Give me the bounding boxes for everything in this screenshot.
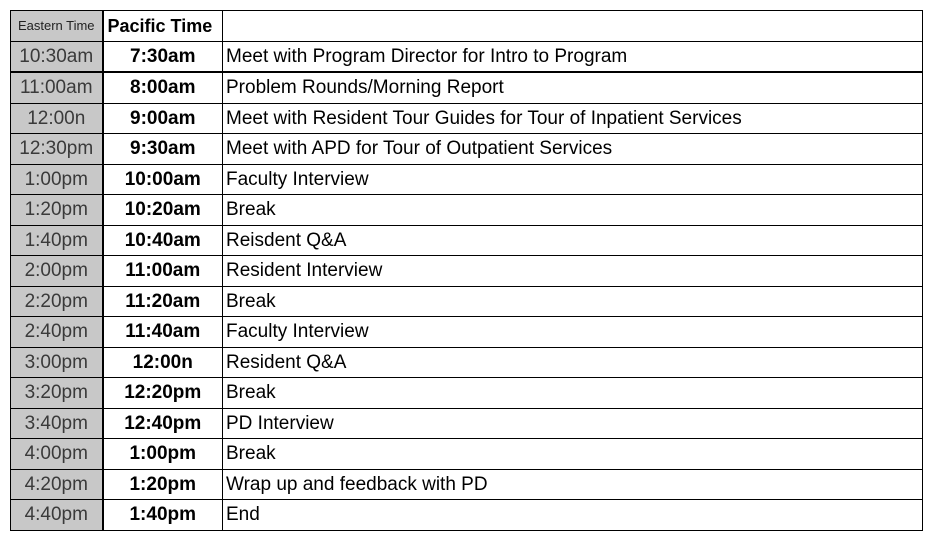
table-row bbox=[11, 41, 923, 72]
table-row bbox=[11, 378, 923, 409]
table-row bbox=[11, 317, 923, 348]
eastern-time-cell: 3:00pm bbox=[11, 347, 103, 378]
table-row bbox=[11, 225, 923, 256]
eastern-time-cell: 1:40pm bbox=[11, 225, 103, 256]
table-row bbox=[11, 439, 923, 470]
table-row bbox=[11, 72, 923, 103]
activity-cell: Faculty Interview bbox=[223, 317, 923, 348]
eastern-time-cell: 3:40pm bbox=[11, 408, 103, 439]
pacific-time-cell: 1:40pm bbox=[103, 500, 223, 531]
eastern-time-cell: 11:00am bbox=[11, 72, 103, 103]
table-row bbox=[11, 134, 923, 165]
activity-cell: Break bbox=[223, 439, 923, 470]
pacific-time-cell: 12:40pm bbox=[103, 408, 223, 439]
pacific-time-cell: 11:00am bbox=[103, 256, 223, 287]
table-row bbox=[11, 347, 923, 378]
table-row bbox=[11, 286, 923, 317]
activity-cell: Wrap up and feedback with PD bbox=[223, 469, 923, 500]
eastern-time-cell: 1:20pm bbox=[11, 195, 103, 226]
activity-header bbox=[223, 11, 923, 42]
eastern-time-cell: 2:00pm bbox=[11, 256, 103, 287]
eastern-time-cell: 1:00pm bbox=[11, 164, 103, 195]
eastern-time-cell: 12:00n bbox=[11, 103, 103, 134]
activity-cell: End bbox=[223, 500, 923, 531]
activity-cell: Problem Rounds/Morning Report bbox=[223, 72, 923, 103]
activity-cell: Meet with Program Director for Intro to Program bbox=[223, 41, 923, 72]
table-row bbox=[11, 256, 923, 287]
schedule-table bbox=[10, 10, 923, 531]
pacific-time-cell: 7:30am bbox=[103, 41, 223, 72]
activity-cell: Meet with APD for Tour of Outpatient Services bbox=[223, 134, 923, 165]
header-row bbox=[11, 11, 923, 42]
activity-cell: PD Interview bbox=[223, 408, 923, 439]
pacific-time-header: Pacific Time bbox=[103, 11, 223, 42]
eastern-time-cell: 2:20pm bbox=[11, 286, 103, 317]
pacific-time-cell: 10:20am bbox=[103, 195, 223, 226]
eastern-time-cell: 3:20pm bbox=[11, 378, 103, 409]
table-row bbox=[11, 103, 923, 134]
activity-cell: Break bbox=[223, 195, 923, 226]
activity-cell: Break bbox=[223, 286, 923, 317]
activity-cell: Resident Interview bbox=[223, 256, 923, 287]
pacific-time-cell: 1:00pm bbox=[103, 439, 223, 470]
activity-cell: Resident Q&A bbox=[223, 347, 923, 378]
eastern-time-header: Eastern Time bbox=[11, 11, 103, 42]
pacific-time-cell: 11:20am bbox=[103, 286, 223, 317]
table-row bbox=[11, 500, 923, 531]
pacific-time-cell: 9:30am bbox=[103, 134, 223, 165]
table-row bbox=[11, 469, 923, 500]
activity-cell: Reisdent Q&A bbox=[223, 225, 923, 256]
eastern-time-cell: 12:30pm bbox=[11, 134, 103, 165]
eastern-time-cell: 4:20pm bbox=[11, 469, 103, 500]
eastern-time-cell: 4:40pm bbox=[11, 500, 103, 531]
activity-cell: Faculty Interview bbox=[223, 164, 923, 195]
table-row bbox=[11, 195, 923, 226]
eastern-time-cell: 10:30am bbox=[11, 41, 103, 72]
pacific-time-cell: 10:00am bbox=[103, 164, 223, 195]
eastern-time-cell: 4:00pm bbox=[11, 439, 103, 470]
pacific-time-cell: 11:40am bbox=[103, 317, 223, 348]
activity-cell: Break bbox=[223, 378, 923, 409]
pacific-time-cell: 1:20pm bbox=[103, 469, 223, 500]
pacific-time-cell: 9:00am bbox=[103, 103, 223, 134]
activity-cell: Meet with Resident Tour Guides for Tour of Inpatient Services bbox=[223, 103, 923, 134]
pacific-time-cell: 10:40am bbox=[103, 225, 223, 256]
eastern-time-cell: 2:40pm bbox=[11, 317, 103, 348]
pacific-time-cell: 8:00am bbox=[103, 72, 223, 103]
pacific-time-cell: 12:20pm bbox=[103, 378, 223, 409]
table-row bbox=[11, 408, 923, 439]
pacific-time-cell: 12:00n bbox=[103, 347, 223, 378]
table-row bbox=[11, 164, 923, 195]
